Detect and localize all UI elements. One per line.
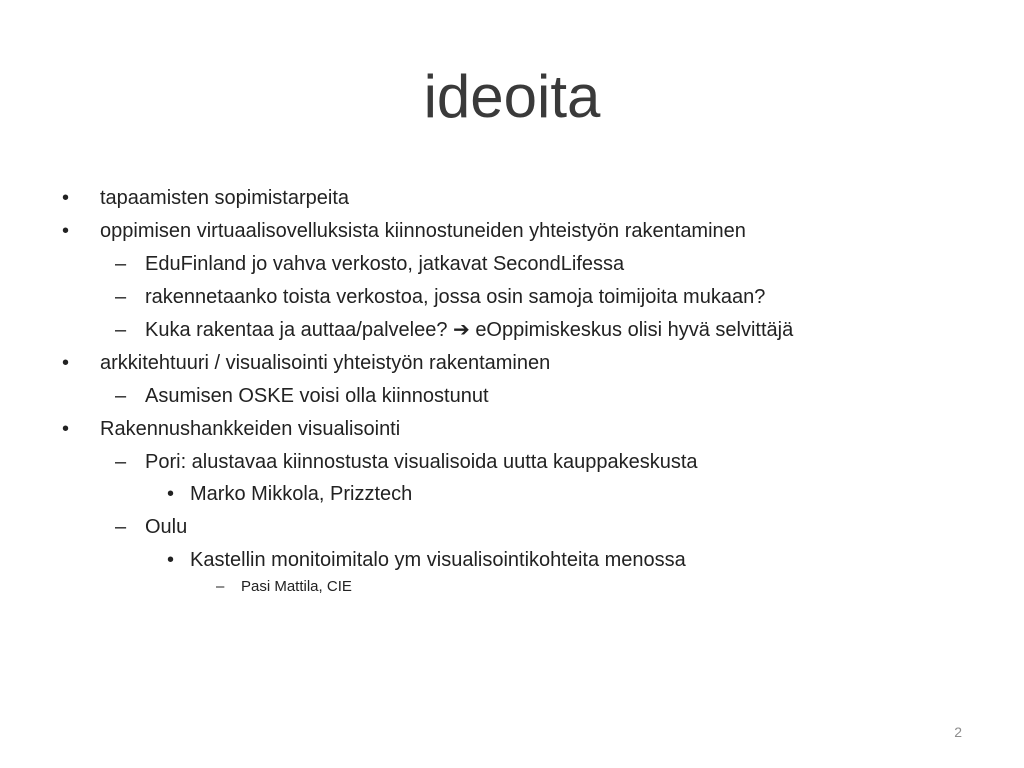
dash-marker: – xyxy=(115,253,127,275)
bullet-marker: • xyxy=(167,549,175,571)
sub-item-text: Asumisen OSKE voisi olla kiinnostunut xyxy=(145,385,489,407)
sub-item-text: Oulu xyxy=(145,516,188,538)
dash-marker: – xyxy=(115,516,127,538)
bullet-marker: • xyxy=(62,352,70,374)
bullet-text: Rakennushankkeiden visualisointi xyxy=(100,418,401,440)
level4-item-text: Pasi Mattila, CIE xyxy=(241,578,352,595)
sub-item-text: Kuka rakentaa ja auttaa/palvelee? ➔ eOppimiskeskus olisi hyvä selvittäjä xyxy=(145,319,794,341)
dash-marker: – xyxy=(115,319,127,341)
sub-sub-item-text: Kastellin monitoimitalo ym visualisointikohteita menossa xyxy=(190,549,686,571)
bullet-text: arkkitehtuuri / visualisointi yhteistyön rakentaminen xyxy=(100,352,551,374)
page-number: 2 xyxy=(954,724,962,740)
bullet-marker: • xyxy=(62,220,70,242)
dash-marker: – xyxy=(216,578,225,595)
sub-item-text: rakennetaanko toista verkostoa, jossa osin samoja toimijoita mukaan? xyxy=(145,286,766,308)
bullet-text: oppimisen virtuaalisovelluksista kiinnostuneiden yhteistyön rakentaminen xyxy=(100,220,746,242)
bullet-marker: • xyxy=(62,418,70,440)
dash-marker: – xyxy=(115,385,127,407)
dash-marker: – xyxy=(115,286,127,308)
sub-sub-item-text: Marko Mikkola, Prizztech xyxy=(190,483,413,505)
slide-title: ideoita xyxy=(423,63,601,130)
bullet-text: tapaamisten sopimistarpeita xyxy=(100,187,350,209)
sub-item-text: Pori: alustavaa kiinnostusta visualisoida uutta kauppakeskusta xyxy=(145,451,698,473)
dash-marker: – xyxy=(115,451,127,473)
bullet-marker: • xyxy=(62,187,70,209)
bullet-marker: • xyxy=(167,483,175,505)
sub-item-text: EduFinland jo vahva verkosto, jatkavat SecondLifessa xyxy=(145,253,625,275)
